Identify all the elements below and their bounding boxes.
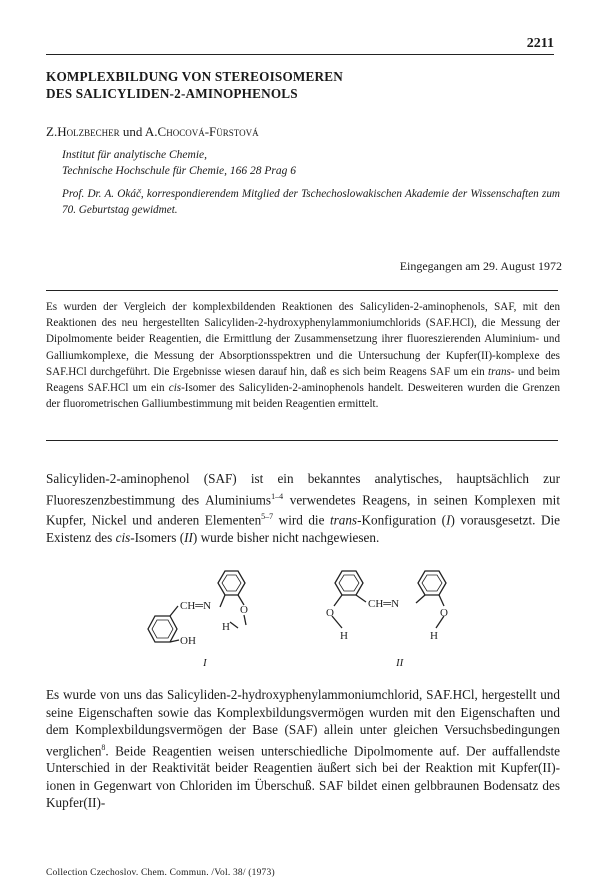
abstract-trans: trans- <box>488 365 515 378</box>
structure-1-h: H <box>222 621 230 633</box>
p1-roman-1: I <box>446 512 451 528</box>
structure-2-h-right: H <box>430 630 438 642</box>
abstract-text-3: -Isomer des Salicyliden-2-aminophenols handelt. Desweiteren wurden die Grenzen der fluorometrischen Galliumbestimmung mit beiden Reagentien ermittelt. <box>46 382 560 411</box>
structure-2-o-left: O <box>326 607 334 619</box>
author2-name: Chocová-Fürstová <box>157 124 259 139</box>
p1-text-4: -Konfiguration ( <box>357 512 447 528</box>
structure-2-label: II <box>396 657 404 669</box>
p1-text-3: wird die <box>273 512 330 528</box>
abstract <box>46 299 560 412</box>
paragraph-1 <box>46 470 560 547</box>
structure-2-ch-n: CH═N <box>368 598 400 610</box>
article-title <box>46 68 556 102</box>
structure-1-ch-n: CH═N <box>180 600 212 612</box>
paragraph-2 <box>46 686 560 812</box>
authors-conjunction: und <box>119 124 145 139</box>
p1-ref-1: 1–4 <box>271 491 284 501</box>
structure-1-o: O <box>240 604 248 616</box>
p1-text-5: ) vorausgesetzt. Die Existenz des <box>46 512 560 546</box>
abstract-cis: cis <box>168 382 182 395</box>
p2-text-2: . Beide Reagentien weisen unterschiedliche Dipolmomente auf. Der auffallendste Unterschied in der Reaktivität beider Reagentien äußert sich bei der Reaktion mit Kupfer(II)-ionen in Gegenwart von Chloriden im Überschuß. SAF bildet einen gelbbraunen Bodensatz des Kupfer(II)- <box>46 742 560 811</box>
title-line-1: KOMPLEXBILDUNG VON STEREOISOMEREN <box>46 69 343 84</box>
structure-1-oh: OH <box>180 635 196 647</box>
p1-cis: cis <box>115 530 131 546</box>
p2-text-1: Es wurde von uns das Salicyliden-2-hydroxyphenylammoniumchlorid, SAF.HCl, hergestellt und seine Eigenschaften sowie das Komplexbildungsvermögen wurden mit den Eigenschaften und dem Komplexbildungsvermögen der Base (SAF) allein unter gleichen Versuchsbedingungen verglichen <box>46 687 560 758</box>
p2-ref: 8 <box>101 742 106 752</box>
p1-ref-2: 5–7 <box>261 512 274 522</box>
journal-footer: Collection Czechoslov. Chem. Commun. /Vol. 38/ (1973) <box>46 868 275 878</box>
p1-text-1: Salicyliden-2-aminophenol (SAF) ist ein bekanntes analytisches, hauptsächlich zur Fluoreszenzbestimmung des Aluminiums <box>46 471 560 507</box>
structure-2-o-right: O <box>440 607 448 619</box>
institute-line-2: Technische Hochschule für Chemie, 166 28 Prag 6 <box>62 165 297 177</box>
author1-name: Holzbecher <box>57 124 120 139</box>
structure-2-h-left: H <box>340 630 348 642</box>
author2-initial: A. <box>144 124 158 139</box>
structural-formulas <box>120 566 480 676</box>
header-rule <box>46 54 554 55</box>
title-line-2: DES SALICYLIDEN-2-AMINOPHENOLS <box>46 86 298 101</box>
abstract-rule-top <box>46 290 558 291</box>
p1-trans: trans <box>329 512 358 528</box>
institute <box>62 147 296 179</box>
abstract-text-2: und beim Reagens SAF.HCl um ein <box>46 365 560 395</box>
p1-text-7: ) wurde bisher nicht nachgewiesen. <box>192 530 380 546</box>
structure-1-label: I <box>203 657 207 669</box>
abstract-rule-bottom <box>46 440 558 441</box>
abstract-text-1: Es wurden der Vergleich der komplexbildenden Reaktionen des Salicyliden-2-aminophenols, SAF, mit den Reaktionen des neu hergestellten Salicyliden-2-hydroxyphenylammoniumchlorids (SAF.HCl), die Messung der Dipolmomente beider Reagentien, die Ermittlung der Zusammensetzung ihrer fluoreszierenden Aluminium- und Galliumkomplexe, die Messung der Absorptionsspektren und die Untersuchung der Kupfer(II)-komplexe des SAF.HCl durchgeführt. Die Ergebnisse wiesen darauf hin, daß es sich beim Reagens SAF um ein <box>46 301 560 378</box>
dedication: Prof. Dr. A. Okáč, korrespondierendem Mitglied der Tschechoslowakischen Akademie der Wissenschaften zum 70. Geburtstag gewidmet. <box>62 188 560 216</box>
received-date: Eingegangen am 29. August 1972 <box>399 259 562 273</box>
institute-line-1: Institut für analytische Chemie, <box>62 149 208 161</box>
p1-roman-2: II <box>184 530 193 546</box>
p1-text-6: -Isomers ( <box>130 530 185 546</box>
page-number: 2211 <box>526 36 554 51</box>
p1-text-2: verwendetes Reagens, in seinen Komplexen mit Kupfer, Nickel und anderen Elementen <box>46 491 561 528</box>
authors <box>46 124 259 140</box>
author1-initial: Z. <box>46 124 58 139</box>
